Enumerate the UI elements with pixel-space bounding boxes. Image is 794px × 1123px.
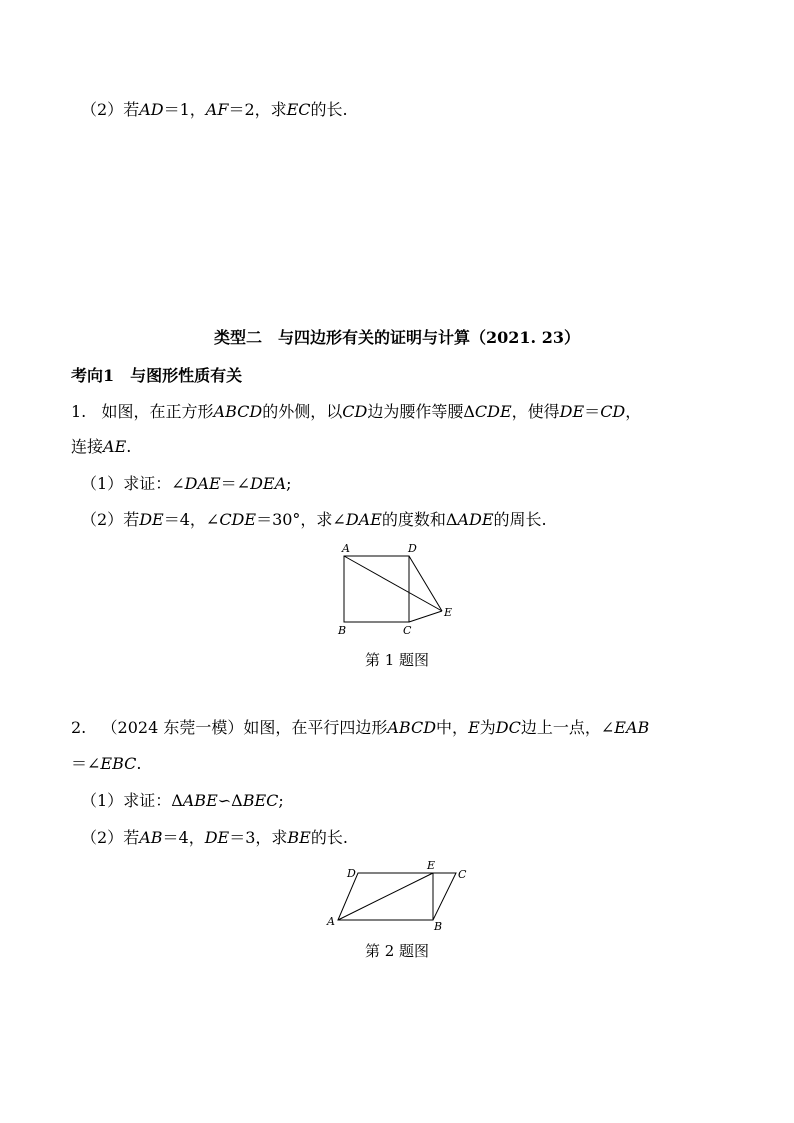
label-a: A bbox=[327, 915, 335, 928]
problem1-figure bbox=[330, 538, 470, 642]
label-b: B bbox=[338, 624, 347, 637]
segment-ce bbox=[409, 611, 442, 622]
label-c: C bbox=[403, 624, 412, 637]
label-a: A bbox=[342, 542, 350, 555]
problem2-line1: 2. （2024 东莞一模）如图，在平行四边形ABCD中，E为DC边上一点，∠EAB bbox=[71, 718, 650, 737]
problem1-line1: 1. 如图，在正方形ABCD的外侧，以CD边为腰作等腰ΔCDE，使得DE＝CD， bbox=[71, 402, 642, 421]
label-d: D bbox=[408, 542, 417, 555]
label-c: C bbox=[458, 868, 467, 881]
label-e: E bbox=[444, 606, 453, 619]
parallelogram-abcd bbox=[338, 873, 456, 920]
segment-de bbox=[409, 556, 442, 611]
problem2-line2: ＝∠EBC. bbox=[71, 754, 142, 773]
label-b: B bbox=[434, 920, 443, 932]
prev-part2: （2）若AD＝1，AF＝2，求EC的长. bbox=[81, 100, 348, 119]
problem2-part2: （2）若AB＝4，DE＝3，求BE的长. bbox=[81, 828, 348, 847]
section-title: 类型二 与四边形有关的证明与计算（2021. 23） bbox=[214, 328, 580, 347]
problem2-figure bbox=[320, 856, 480, 932]
problem2-part1: （1）求证：ΔABE∽ΔBEC; bbox=[81, 791, 284, 810]
label-e: E bbox=[427, 859, 436, 872]
problem1-number: 1. bbox=[71, 402, 87, 421]
problem1-line2: 连接AE. bbox=[71, 437, 132, 456]
segment-ae bbox=[338, 873, 433, 920]
section-subtitle: 考向1 与图形性质有关 bbox=[71, 366, 243, 385]
problem1-figure-caption: 第 1 题图 bbox=[364, 651, 430, 669]
problem2-number: 2. bbox=[71, 718, 87, 737]
problem2-source: （2024 东莞一模） bbox=[101, 718, 244, 737]
problem2-figure-caption: 第 2 题图 bbox=[364, 942, 430, 960]
label-d: D bbox=[347, 867, 356, 880]
problem1-part2: （2）若DE＝4，∠CDE＝30°，求∠DAE的度数和ΔADE的周长. bbox=[81, 510, 547, 529]
square-abcd bbox=[344, 556, 409, 622]
segment-ae bbox=[344, 556, 442, 611]
problem1-part1: （1）求证：∠DAE＝∠DEA; bbox=[81, 474, 292, 493]
